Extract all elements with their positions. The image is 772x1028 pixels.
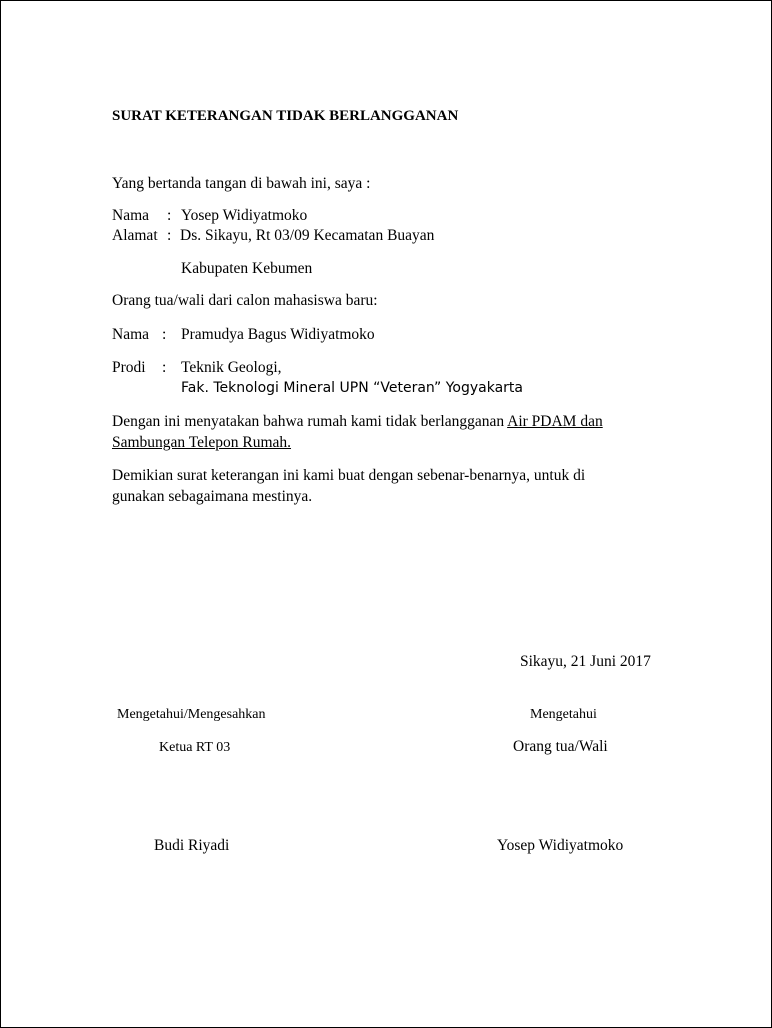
signer-name-label: Nama xyxy=(112,207,150,224)
student-name-colon: : xyxy=(162,326,167,343)
signer-address-label: Alamat xyxy=(112,227,158,244)
parent-of-text: Orang tua/wali dari calon mahasiswa baru: xyxy=(112,292,378,309)
student-name-value: Pramudya Bagus Widiyatmoko xyxy=(181,326,375,343)
statement-underlined-1: Air PDAM dan xyxy=(507,413,603,430)
statement-line-2 xyxy=(112,433,291,453)
statement-prefix: Dengan ini menyatakan bahwa rumah kami tidak berlangganan xyxy=(112,413,508,430)
student-prodi-colon: : xyxy=(162,359,167,376)
signer-address-continuation: Kabupaten Kebumen xyxy=(181,260,313,277)
student-faculty: Fak. Teknologi Mineral UPN “Veteran” Yogyakarta xyxy=(181,380,523,396)
signer-address-colon: : xyxy=(167,227,172,244)
closing-line-1: Demikian surat keterangan ini kami buat dengan sebenar-benarnya, untuk di xyxy=(112,467,586,484)
student-name-label: Nama xyxy=(112,326,150,343)
left-sign-role: Ketua RT 03 xyxy=(159,740,231,755)
statement-line-1 xyxy=(112,412,603,432)
signer-name-colon: : xyxy=(167,207,172,224)
intro-text: Yang bertanda tangan di bawah ini, saya : xyxy=(112,175,371,192)
student-prodi-value: Teknik Geologi, xyxy=(181,359,282,376)
statement-underlined-2: Sambungan Telepon Rumah. xyxy=(112,434,292,451)
right-sign-name: Yosep Widiyatmoko xyxy=(497,837,624,854)
signer-name-value: Yosep Widiyatmoko xyxy=(181,207,308,224)
left-sign-heading: Mengetahui/Mengesahkan xyxy=(117,707,266,722)
signer-address-value: Ds. Sikayu, Rt 03/09 Kecamatan Buayan xyxy=(180,227,435,244)
place-date: Sikayu, 21 Juni 2017 xyxy=(520,653,651,670)
right-sign-heading: Mengetahui xyxy=(530,707,597,722)
left-sign-name: Budi Riyadi xyxy=(154,837,230,854)
letter-title: SURAT KETERANGAN TIDAK BERLANGGANAN xyxy=(112,108,459,124)
student-prodi-label: Prodi xyxy=(112,359,146,376)
right-sign-role: Orang tua/Wali xyxy=(513,738,608,755)
closing-line-2: gunakan sebagaimana mestinya. xyxy=(112,488,313,505)
